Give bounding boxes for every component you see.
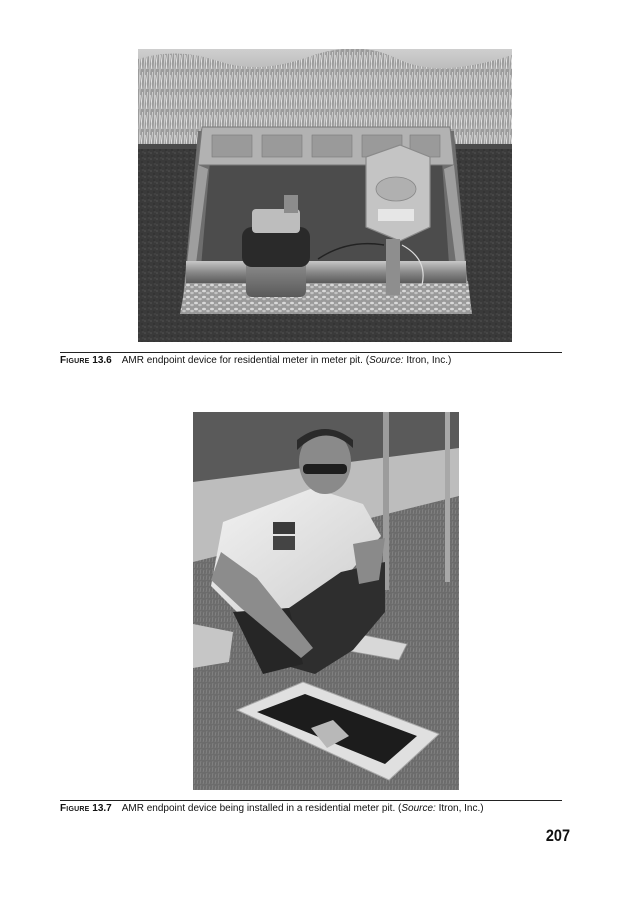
- source-label: Source:: [401, 803, 436, 814]
- caption-text: AMR endpoint device for residential meter in meter pit. (: [121, 355, 370, 366]
- figure-13-6-rule: [60, 352, 562, 353]
- source-label: Source:: [369, 355, 404, 366]
- figure-label-word: Figure: [60, 355, 90, 366]
- caption-text: AMR endpoint device being installed in a residential meter pit. (: [121, 803, 402, 814]
- figure-13-6-photo: [138, 49, 512, 342]
- source-text: Itron, Inc.): [435, 803, 484, 814]
- figure-13-7-photo: [193, 412, 459, 790]
- page-number: 207: [545, 826, 570, 845]
- figure-label-word: Figure: [60, 803, 90, 814]
- source-text: Itron, Inc.): [403, 355, 452, 366]
- figure-label-number: 13.7: [92, 803, 112, 814]
- figure-13-6-caption: [60, 355, 580, 367]
- figure-13-7-rule: [60, 800, 562, 801]
- figure-label-number: 13.6: [92, 355, 112, 366]
- figure-13-7-caption: [60, 803, 580, 815]
